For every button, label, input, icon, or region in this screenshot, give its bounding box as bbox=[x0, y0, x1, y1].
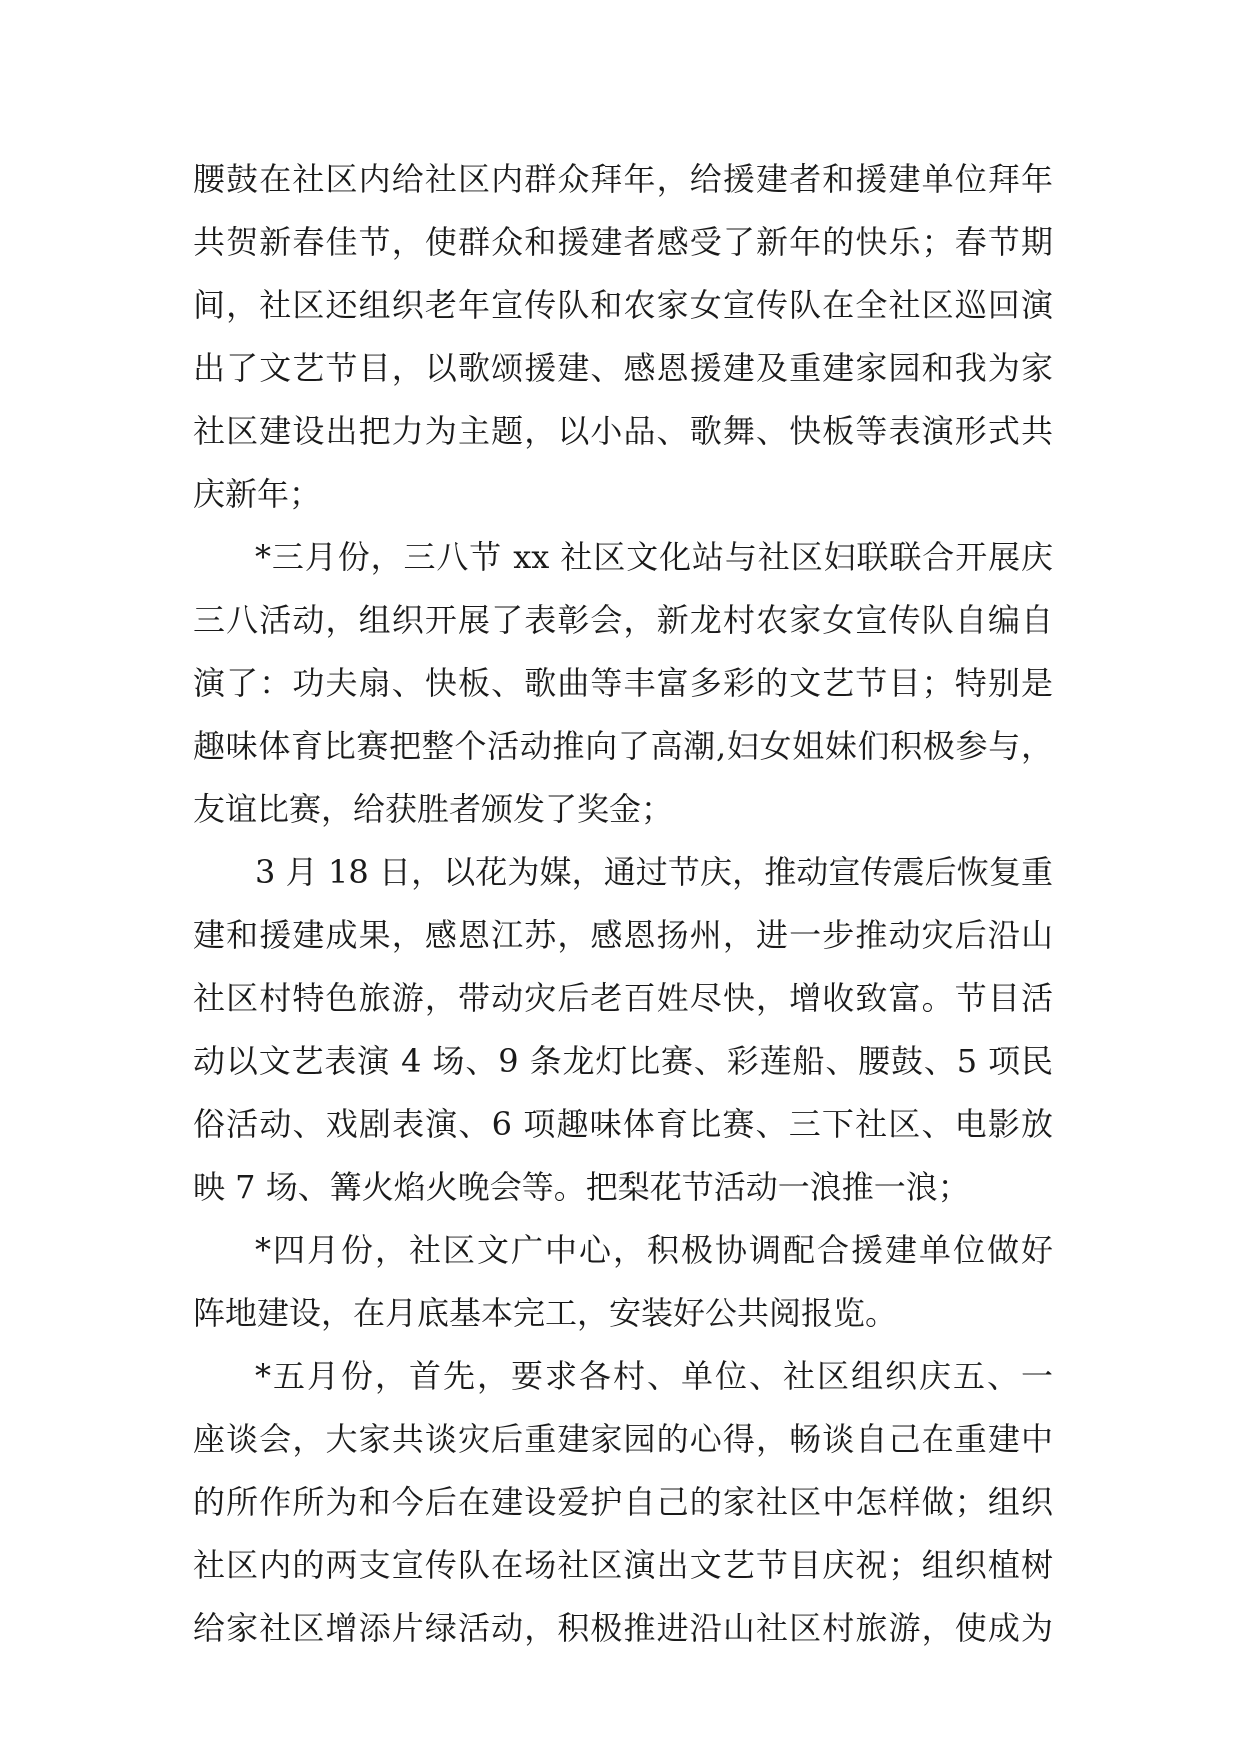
text-line: 座谈会，大家共谈灾后重建家园的心得，畅谈自己在重建中 bbox=[193, 1420, 1053, 1458]
text-line: 给家社区增添片绿活动，积极推进沿山社区村旅游，使成为 bbox=[193, 1609, 1053, 1647]
text-line: 庆新年； bbox=[193, 475, 322, 513]
text-line: *三月份，三八节 xx 社区文化站与社区妇联联合开展庆 bbox=[255, 538, 1053, 576]
text-line: 社区村特色旅游，带动灾后老百姓尽快，增收致富。节目活 bbox=[193, 979, 1053, 1017]
text-line: *五月份，首先，要求各村、单位、社区组织庆五、一 bbox=[255, 1357, 1053, 1395]
document-body bbox=[193, 148, 1053, 1660]
text-line: 间，社区还组织老年宣传队和农家女宣传队在全社区巡回演 bbox=[193, 286, 1053, 324]
text-line: 阵地建设，在月底基本完工，安装好公共阅报览。 bbox=[193, 1294, 898, 1332]
text-line: 3 月 18 日，以花为媒，通过节庆，推动宣传震后恢复重 bbox=[255, 853, 1053, 891]
text-line: 三八活动，组织开展了表彰会，新龙村农家女宣传队自编自 bbox=[193, 601, 1053, 639]
text-line: 演了：功夫扇、快板、歌曲等丰富多彩的文艺节目；特别是 bbox=[193, 664, 1053, 702]
text-line: 共贺新春佳节，使群众和援建者感受了新年的快乐；春节期 bbox=[193, 223, 1053, 261]
text-line: 出了文艺节目，以歌颂援建、感恩援建及重建家园和我为家 bbox=[193, 349, 1053, 387]
text-line: 建和援建成果，感恩江苏，感恩扬州，进一步推动灾后沿山 bbox=[193, 916, 1053, 954]
text-line: 俗活动、戏剧表演、6 项趣味体育比赛、三下社区、电影放 bbox=[193, 1105, 1053, 1143]
text-line: 腰鼓在社区内给社区内群众拜年，给援建者和援建单位拜年 bbox=[193, 160, 1053, 198]
text-line: 的所作所为和今后在建设爱护自己的家社区中怎样做；组织 bbox=[193, 1483, 1053, 1521]
text-line: 社区建设出把力为主题，以小品、歌舞、快板等表演形式共 bbox=[193, 412, 1053, 450]
text-line: 社区内的两支宣传队在场社区演出文艺节目庆祝；组织植树 bbox=[193, 1546, 1053, 1584]
text-line: 映 7 场、篝火焰火晚会等。把梨花节活动一浪推一浪； bbox=[193, 1168, 970, 1206]
text-line: 友谊比赛，给获胜者颁发了奖金； bbox=[193, 790, 674, 828]
text-line: 趣味体育比赛把整个活动推向了高潮,妇女姐妹们积极参与， bbox=[193, 727, 1053, 765]
text-line: 动以文艺表演 4 场、9 条龙灯比赛、彩莲船、腰鼓、5 项民 bbox=[193, 1042, 1053, 1080]
text-line: *四月份，社区文广中心，积极协调配合援建单位做好 bbox=[255, 1231, 1053, 1269]
